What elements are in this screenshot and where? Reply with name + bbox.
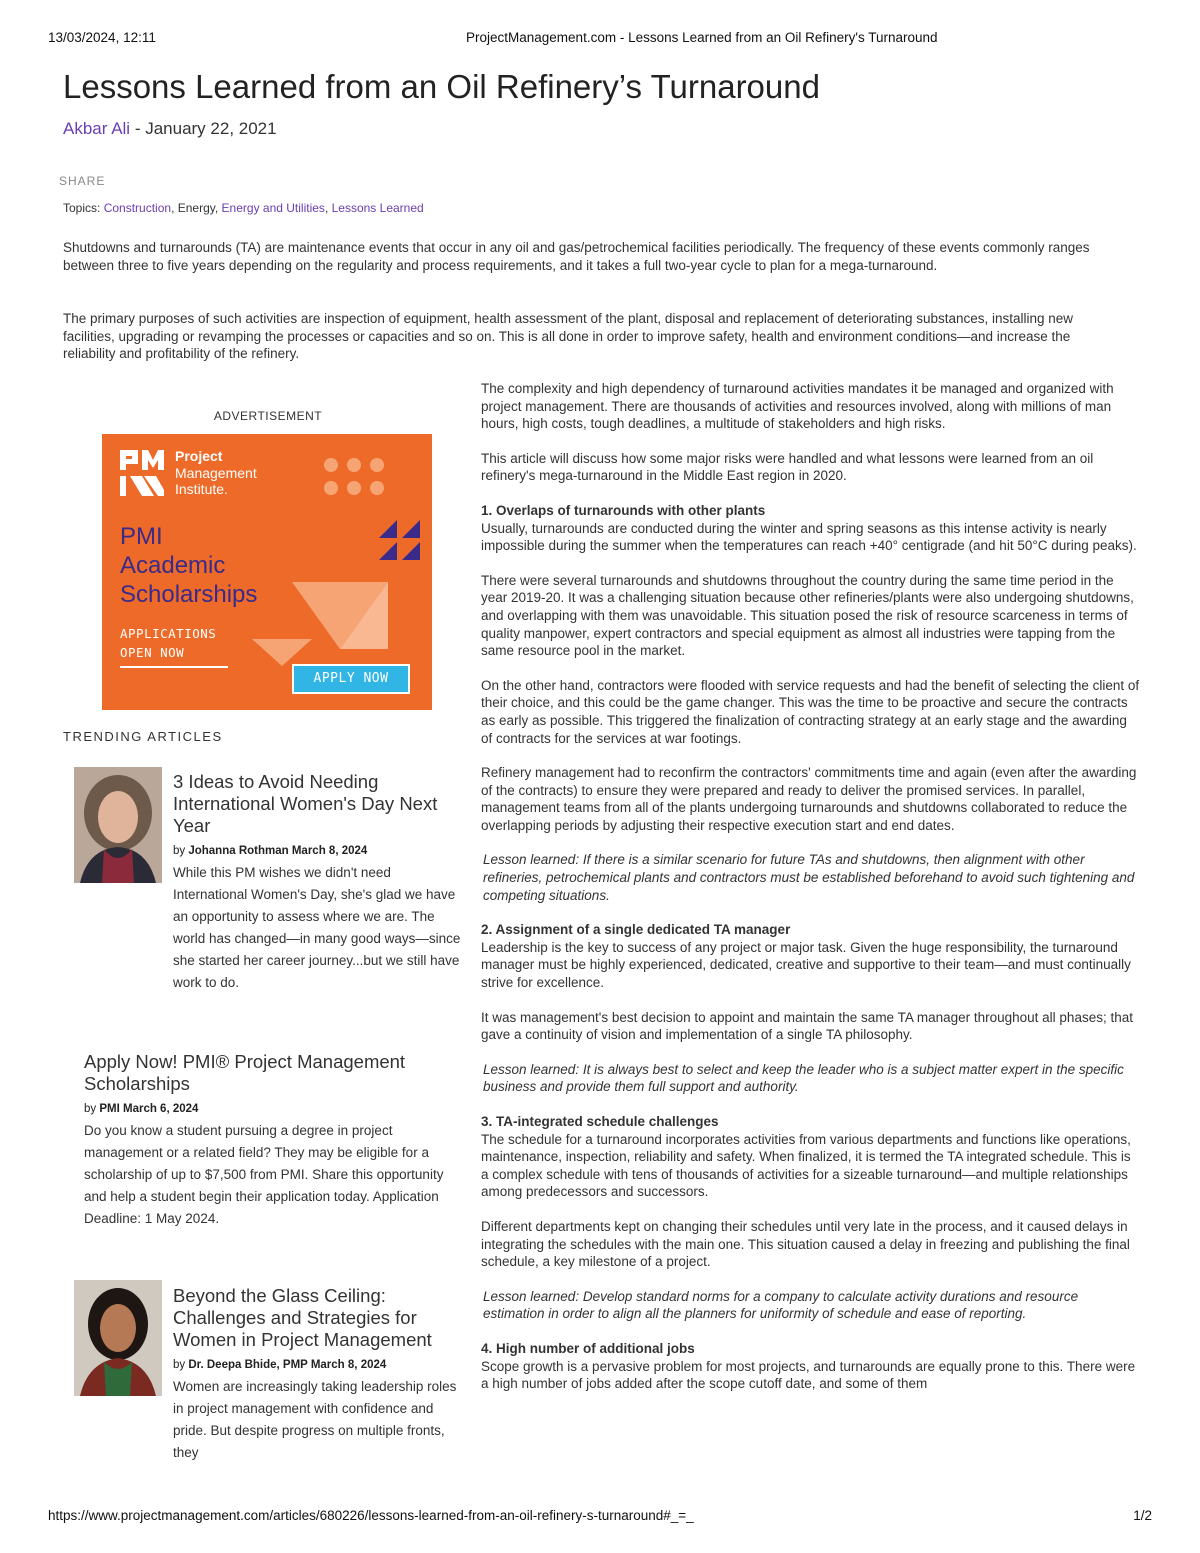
body-paragraph: On the other hand, contractors were flooded with service requests and had the benefit of selecting the client of their choice, and this could be the game changer. This was the time to be proactive and secure the contracts as early as possible. This triggered the finalization of contracting strategy at an early stage and the awarding of contracts for the services at war footings. — [481, 677, 1140, 746]
pmi-scholarship-ad[interactable] — [102, 434, 432, 710]
ad-triangle — [252, 639, 312, 666]
topics-line: Topics: Construction, Energy, Energy and Utilities, Lessons Learned — [63, 201, 424, 215]
body-paragraph: Scope growth is a pervasive problem for most projects, and turnarounds are equally prone to this. There were a high number of jobs added after the scope cutoff date, and some of them — [481, 1358, 1136, 1392]
trending-article-meta — [173, 1359, 468, 1371]
ad-headline-line: Scholarships — [120, 581, 258, 608]
ad-sub-line: OPEN NOW — [120, 645, 185, 660]
section-heading: 4. High number of additional jobs — [481, 1340, 695, 1356]
body-paragraph: There were several turnarounds and shutdowns throughout the country during the same time period in the year 2019-20. It was a challenging situation because other refineries/plants were also undergoing shutdowns, and overlapping with them was unavoidable. This situation posed the risk of resource scarceness in terms of quality manpower, expert contractors and special equipment as almost all industries were tapping from the same resource pool in the market. — [481, 572, 1134, 659]
byline — [63, 119, 277, 139]
apply-now-button[interactable]: APPLY NOW — [292, 664, 410, 694]
ad-dot — [347, 481, 361, 495]
body-paragraph: Refinery management had to reconfirm the contractors' commitments time and again (even after the awarding of the contracts) to ensure they were prepared and ready to deliver the promised services. In parallel, management teams from all of the plants undergoing turnarounds and shutdowns collaborated to reduce the overlapping periods by adjusting their respective execution start and end dates. — [481, 765, 1137, 833]
trending-articles-heading: TRENDING ARTICLES — [63, 729, 223, 744]
print-header — [48, 30, 1152, 48]
topics-label: Topics: — [63, 201, 104, 215]
ad-dot — [370, 481, 384, 495]
trending-article-summary: Women are increasingly taking leadership roles in project management with confidence and pride. But despite progress on multiple fronts, they — [173, 1379, 457, 1460]
trending-author[interactable]: Johanna Rothman — [188, 845, 289, 857]
body-paragraph: Leadership is the key to success of any project or major task. Given the huge responsibility, the turnaround manager must be highly experienced, dedicated, creative and supportive to their team—and must continually strive for excellence. — [481, 939, 1131, 991]
intro-paragraph: Shutdowns and turnarounds (TA) are maintenance events that occur in any oil and gas/petrochemical facilities periodically. The frequency of these events commonly ranges between three to five years depending on the regularity and process requirements, and it takes a full two-year cycle to plan for a mega-turnaround. — [63, 240, 1090, 273]
date-separator: - — [130, 119, 146, 138]
trending-article-title[interactable]: 3 Ideas to Avoid Needing International Women's Day Next Year — [173, 771, 438, 836]
section-heading: 1. Overlaps of turnarounds with other plants — [481, 502, 766, 518]
ad-org-line3: Institute. — [175, 481, 228, 497]
lesson-learned: Lesson learned: Develop standard norms for a company to calculate activity durations and resource estimation in order to align all the planners for uniformity of schedule and ease of reporting. — [483, 1288, 1079, 1322]
ad-dot — [324, 481, 338, 495]
body-paragraph: The complexity and high dependency of turnaround activities mandates it be managed and organized with project management. There are thousands of activities and resources involved, along with millions of man hours, high costs, tough deadlines, a multitude of stakeholders and high risks. — [481, 381, 1114, 432]
ad-triangle — [402, 520, 420, 538]
author-photo[interactable] — [74, 767, 162, 883]
body-paragraph: The schedule for a turnaround incorporates activities from various departments and functions like operations, maintenance, inspection, reliability and safety. When finalized, it is termed the TA integrated schedule. This is a complex schedule with tens of thousands of activities for a sizeable turnaround—and multiple relationships among predecessors and successors. — [481, 1131, 1131, 1200]
ad-triangle — [379, 520, 397, 538]
section-heading: 2. Assignment of a single dedicated TA manager — [481, 922, 791, 938]
ad-org-name: Project — [175, 448, 223, 464]
ad-triangle — [402, 542, 420, 560]
lesson-learned: Lesson learned: It is always best to select and keep the leader who is a subject matter expert in the specific business and provide them full support and authority. — [483, 1061, 1124, 1095]
print-datetime: 13/03/2024, 12:11 — [48, 30, 156, 45]
author-photo-image — [74, 767, 162, 883]
ad-triangle — [379, 542, 397, 560]
trending-article-meta — [84, 1103, 468, 1115]
trending-author[interactable]: Dr. Deepa Bhide, PMP — [188, 1359, 308, 1371]
trending-date: March 8, 2024 — [307, 1359, 387, 1371]
print-page-title: ProjectManagement.com - Lessons Learned from an Oil Refinery's Turnaround — [466, 30, 938, 45]
ad-headline-line: PMI — [120, 523, 163, 550]
by-label: by — [173, 845, 189, 857]
ad-dot — [370, 458, 384, 472]
ad-sub-line: APPLICATIONS — [120, 626, 217, 641]
trending-date: March 8, 2024 — [288, 845, 368, 857]
topic-energy-utilities[interactable]: Energy and Utilities — [221, 201, 325, 215]
ad-org-name — [175, 465, 257, 497]
author-photo[interactable] — [74, 1280, 162, 1396]
body-paragraph: This article will discuss how some major risks were handled and what lessons were learned from an oil refinery's mega-turnaround in the Middle East region in 2020. — [481, 450, 1094, 484]
section-heading: 3. TA-integrated schedule challenges — [481, 1114, 719, 1129]
trending-article — [173, 771, 468, 994]
ad-headline-line: Academic — [120, 552, 226, 579]
topic-lessons-learned[interactable]: Lessons Learned — [331, 201, 424, 215]
trending-article — [84, 1051, 468, 1230]
page-number: 1/2 — [1133, 1508, 1152, 1523]
advertisement-label: ADVERTISEMENT — [213, 409, 323, 423]
trending-article-summary: Do you know a student pursuing a degree in project management or a related field? They may be eligible for a scholarship of up to $7,500 from PMI. Share this opportunity and help a student begin their application today. Application Deadline: 1 May 2024. — [84, 1123, 444, 1226]
ad-dot — [347, 458, 361, 472]
ad-org-line2: Management — [175, 465, 257, 481]
article-title: Lessons Learned from an Oil Refinery’s Turnaround — [63, 68, 820, 105]
topic-energy: Energy — [177, 201, 215, 215]
trending-article-summary: While this PM wishes we didn't need International Women's Day, she's glad we have an opportunity to assess where we are. The world has changed—in many good ways—since she started her career journey...but we still have work to do. — [173, 865, 461, 990]
body-paragraph: It was management's best decision to appoint and maintain the same TA manager throughout all phases; that gave a continuity of vision and implementation of a single TA philosophy. — [481, 1009, 1133, 1043]
ad-dot — [324, 458, 338, 472]
share-label[interactable]: SHARE — [59, 174, 106, 188]
author-link[interactable]: Akbar Ali — [63, 119, 131, 138]
lesson-learned: Lesson learned: If there is a similar scenario for future TAs and shutdowns, then alignment with other refineries, petrochemical plants and contractors must be established beforehand to avoid such tightening and competing situations. — [483, 852, 1135, 903]
intro-paragraph: The primary purposes of such activities are inspection of equipment, health assessment of the plant, disposal and replacement of deteriorating substances, installing new facilities, upgrading or revamping the processes or capacities and so on. This is all done in order to improve safety, health and environment conditions—and increase the reliability and profitability of the refinery. — [63, 311, 1074, 362]
ad-subtext — [120, 624, 216, 662]
trending-article-title[interactable]: Apply Now! PMI® Project Management Scholarships — [84, 1051, 406, 1094]
by-label: by — [84, 1103, 100, 1115]
author-photo-image — [74, 1280, 162, 1396]
body-paragraph: Usually, turnarounds are conducted during the winter and spring seasons as this intense activity is nearly impossible during the summer when the temperatures can reach +40° centigrade (and hit 50°C during peaks). — [481, 520, 1137, 554]
body-paragraph: Different departments kept on changing their schedules until very late in the process, and it caused delays in integrating the schedules with the main one. This situation caused a delay in freezing and publishing the final schedule, a key milestone of a project. — [481, 1218, 1130, 1270]
pmi-logo-icon — [120, 450, 164, 496]
print-footer — [48, 1508, 1152, 1526]
print-url: https://www.projectmanagement.com/articles/680226/lessons-learned-from-an-oil-refinery-s-turnaround#_=_ — [48, 1508, 694, 1523]
trending-article-title[interactable]: Beyond the Glass Ceiling: Challenges and Strategies for Women in Project Management — [173, 1285, 432, 1350]
trending-author[interactable]: PMI — [99, 1103, 120, 1115]
trending-article — [173, 1285, 468, 1464]
article-body — [481, 380, 1141, 1410]
ad-divider — [120, 666, 228, 668]
ad-headline — [120, 522, 257, 609]
publish-date: January 22, 2021 — [145, 119, 277, 138]
by-label: by — [173, 1359, 189, 1371]
trending-date: March 6, 2024 — [119, 1103, 199, 1115]
trending-article-meta — [173, 845, 468, 857]
topic-construction[interactable]: Construction — [103, 201, 172, 215]
